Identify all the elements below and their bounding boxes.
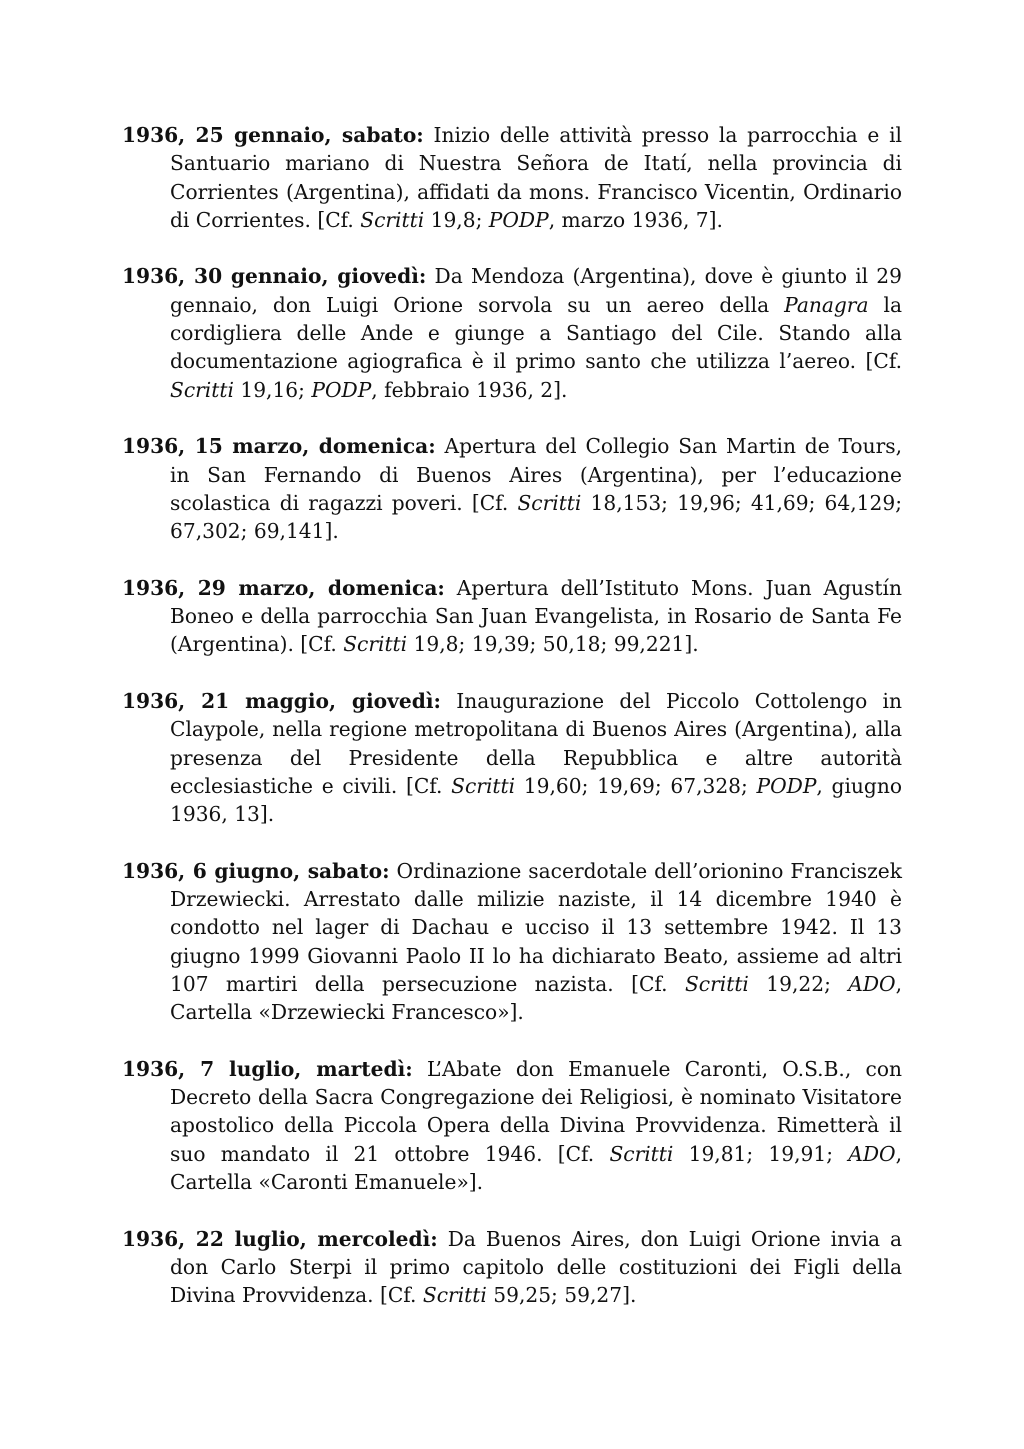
entry-text: 19,60; 19,69; 67,328; — [515, 773, 757, 798]
entry-text: 59,25; 59,27]. — [486, 1283, 637, 1308]
chronology-entry — [122, 121, 902, 234]
chronology-entry — [122, 262, 902, 403]
chronology-entry — [122, 1225, 902, 1310]
entry-text: , Cartella «Drzewiecki Francesco»]. — [170, 971, 902, 1025]
entry-text: L’Abate don Emanuele Caronti, O.S.B., con Decreto della Sacra Congregazione dei Religiosi, è nominato Visitatore apostolico della Piccola Opera della Divina Provvidenza. Rimetterà il suo mandato il 21 ottobre 1946. [Cf. — [170, 1056, 902, 1166]
entry-date: 1936, 25 gennaio, sabato: — [122, 123, 424, 147]
entry-text: Inizio delle attività presso la parrocchia e il Santuario mariano di Nuestra Señora de Itatí, nella provincia di Corrientes (Argentina), affidati da mons. Francisco Vicentin, Ordinario di Corrientes. [Cf. — [170, 123, 902, 232]
entry-text: la cordigliera delle Ande e giunge a Santiago del Cile. Stando alla documentazione agiografica è il primo santo che utilizza l’aereo. [Cf. — [170, 292, 902, 374]
entry-text: 19,8; 19,39; 50,18; 99,221]. — [407, 632, 699, 657]
entry-source: Scritti — [422, 1283, 487, 1308]
entry-date: 1936, 6 giugno, sabato: — [122, 858, 390, 883]
chronology-entry — [122, 432, 902, 545]
entry-source: Scritti — [451, 773, 516, 798]
entry-date: 1936, 29 marzo, domenica: — [122, 575, 445, 600]
entry-source: ADO — [848, 1141, 896, 1166]
chronology-entry — [122, 857, 902, 1027]
entry-text: 19,81; 19,91; — [673, 1141, 849, 1166]
entry-text: Apertura dell’Istituto Mons. Juan Agustín Boneo e della parrocchia San Juan Evangelista, in Rosario de Santa Fe (Argentina). [Cf. — [170, 575, 902, 657]
entry-text: 19,8; — [424, 207, 489, 232]
entry-text: 19,16; — [233, 377, 312, 402]
entry-text: Apertura del Collegio San Martin de Tours, in San Fernando di Buenos Aires (Argentina), per l’educazione scolastica di ragazzi poveri. [Cf. — [170, 434, 902, 515]
entry-text: Da Mendoza (Argentina), dove è giunto il 29 gennaio, don Luigi Orione sorvola su un aereo della — [170, 264, 902, 317]
entry-source: PODP — [756, 773, 817, 798]
entry-date: 1936, 22 luglio, mercoledì: — [122, 1226, 438, 1251]
entry-date: 1936, 15 marzo, domenica: — [122, 434, 436, 459]
entry-source: Scritti — [170, 377, 234, 402]
entry-source: Scritti — [360, 207, 425, 232]
entry-source: ADO — [848, 971, 896, 996]
entry-text: Da Buenos Aires, don Luigi Orione invia a don Carlo Sterpi il primo capitolo delle costituzioni dei Figli della Divina Provvidenza. [Cf. — [170, 1226, 902, 1308]
entry-text: , marzo 1936, 7]. — [548, 207, 723, 232]
entry-date: 1936, 7 luglio, martedì: — [122, 1056, 413, 1081]
chronology-entry — [122, 687, 902, 828]
entry-source: PODP — [311, 377, 372, 402]
entry-text: 19,22; — [748, 971, 849, 996]
entry-source: Scritti — [684, 971, 749, 996]
entry-text: , Cartella «Caronti Emanuele»]. — [170, 1141, 902, 1194]
chronology-entry — [122, 1055, 902, 1196]
chronology-page — [122, 121, 902, 1338]
entry-source: Scritti — [517, 490, 582, 515]
chronology-entry — [122, 574, 902, 659]
entry-text: 18,153; 19,96; 41,69; 64,129; 67,302; 69,141]. — [170, 490, 902, 544]
entry-date: 1936, 30 gennaio, giovedì: — [122, 264, 427, 289]
entry-source: Scritti — [609, 1141, 674, 1166]
entry-source: PODP — [488, 207, 549, 232]
entry-text: , febbraio 1936, 2]. — [371, 377, 568, 402]
entry-source: Scritti — [343, 632, 408, 657]
entry-text: Inaugurazione del Piccolo Cottolengo in Claypole, nella regione metropolitana di Buenos Aires (Argentina), alla presenza del Presidente della Repubblica e altre autorità ecclesiastiche e civili. [Cf. — [170, 688, 902, 798]
entry-text: Ordinazione sacerdotale dell’orionino Franciszek Drzewiecki. Arrestato dalle milizie naziste, il 14 dicembre 1940 è condotto nel lager di Dachau e ucciso il 13 settembre 1942. Il 13 giugno 1999 Giovanni Paolo II lo ha dichiarato Beato, assieme ad altri 107 martiri della persecuzione nazista. [Cf. — [170, 858, 902, 996]
entry-source: Panagra — [784, 292, 869, 317]
entry-text: , giugno 1936, 13]. — [170, 773, 902, 827]
entry-date: 1936, 21 maggio, giovedì: — [122, 688, 441, 713]
